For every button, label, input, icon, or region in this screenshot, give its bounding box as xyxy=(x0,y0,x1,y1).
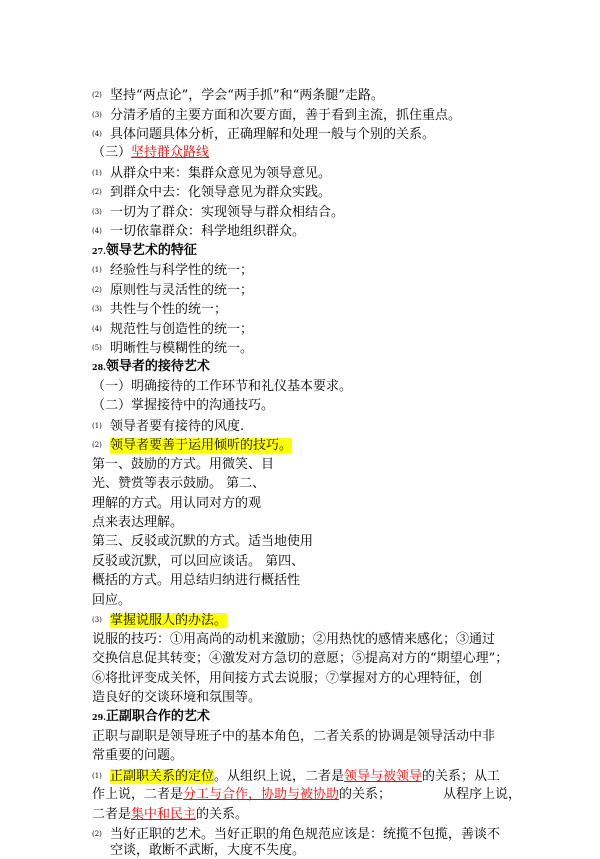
body-text: 从程序上说， xyxy=(443,787,522,802)
item-text: 一切为了群众：实现领导与群众相结合。 xyxy=(110,205,345,220)
section-number: 28. xyxy=(92,362,106,372)
item-number: (1) xyxy=(92,266,102,274)
s26-sub3-item xyxy=(92,204,344,220)
s28-sub-1: （一）明确接待的工作环节和礼仪基本要求。 xyxy=(92,379,353,394)
item-number: (3) xyxy=(92,305,102,313)
item-number: (2) xyxy=(92,188,102,196)
s27-item xyxy=(92,262,253,278)
persuasion-line: 说服的技巧：①用高尚的动机来激励；②用热忱的感情来感化；③通过 xyxy=(92,632,496,647)
listening-technique-line: 第三、反驳或沉默的方式。适当地使用 xyxy=(92,534,314,549)
sub-heading-prefix: （三） xyxy=(92,145,132,160)
s28-point-3 xyxy=(92,612,227,628)
s29-point-1-line-1 xyxy=(92,768,500,784)
persuasion-line: 造良好的交谈环境和氛围等。 xyxy=(92,690,262,705)
s28-heading xyxy=(92,359,210,375)
section-title: 领导艺术的特征 xyxy=(105,243,197,258)
body-text: 当好正职的艺术。当好正职的角色规范应该是：统揽不包揽，善谈不 xyxy=(110,827,501,842)
item-text: 到群众中去：化领导意见为群众实践。 xyxy=(110,185,332,200)
listening-technique-line: 概括的方式。用总结归纳进行概括性 xyxy=(92,573,301,588)
item-text: 共性与个性的统一； xyxy=(110,302,228,317)
section-number: 29. xyxy=(92,712,106,722)
item-number: (2) xyxy=(92,286,102,294)
highlighted-text: 掌握说服人的办法。 xyxy=(110,613,228,628)
listening-technique-line: 光、赞赏等表示鼓励。 第二、 xyxy=(92,476,266,491)
body-text: 二者是 xyxy=(92,807,132,822)
s26-item-2 xyxy=(92,87,384,103)
s26-sub-heading-3 xyxy=(92,145,209,161)
item-number: (5) xyxy=(92,344,102,352)
s29-point-2-line-2: 空谈，敢断不武断，大度不失度。 xyxy=(110,843,306,858)
s27-item xyxy=(92,282,253,298)
listening-technique-line: 点来表达理解。 xyxy=(92,515,184,530)
item-number: (2) xyxy=(92,830,102,838)
item-text: 具体问题具体分析，正确理解和处理一般与个别的关系。 xyxy=(110,127,436,142)
body-text: 作上说，二者是 xyxy=(92,787,184,802)
item-text: 领导者要有接待的风度. xyxy=(110,419,245,434)
underlined-term: 分工与合作，协助与被协助 xyxy=(183,787,340,802)
body-text: 的关系；从工 xyxy=(422,769,501,784)
item-number: (1) xyxy=(92,772,102,780)
underlined-term: 领导与被领导 xyxy=(344,769,423,784)
s29-point-1-line-2 xyxy=(92,787,521,803)
s27-item xyxy=(92,301,227,317)
listening-technique-line: 理解的方式。用认同对方的观 xyxy=(92,496,262,511)
item-number: (2) xyxy=(92,91,102,99)
s29-intro-line: 常重要的问题。 xyxy=(92,748,184,763)
section-title: 领导者的接待艺术 xyxy=(105,359,210,374)
item-text: 明晰性与模糊性的统一。 xyxy=(110,341,254,356)
s27-heading xyxy=(92,243,197,259)
s28-point-1 xyxy=(92,418,244,434)
listening-technique-line: 第一、鼓励的方式。用微笑、目 xyxy=(92,457,275,472)
listening-technique-line: 反驳或沉默，可以回应谈话。 第四、 xyxy=(92,554,305,569)
item-text: 从群众中来：集群众意见为领导意见。 xyxy=(110,166,332,181)
item-number: (1) xyxy=(92,422,102,430)
body-text: 的关系。 xyxy=(196,807,249,822)
persuasion-line: 交换信息促其转变；④激发对方急切的意愿；⑤提高对方的“期望心理”； xyxy=(92,651,509,666)
body-text: 的关系； xyxy=(339,787,392,802)
s28-sub-2: （二）掌握接待中的沟通技巧。 xyxy=(92,398,275,413)
s26-item-4 xyxy=(92,126,435,142)
s27-item xyxy=(92,340,253,356)
item-text: 经验性与科学性的统一； xyxy=(110,263,254,278)
body-text: 。从组织上说，二者是 xyxy=(214,769,345,784)
s28-point-2 xyxy=(92,437,292,453)
s27-item xyxy=(92,321,253,337)
s26-sub3-item xyxy=(92,223,305,239)
item-number: (3) xyxy=(92,111,102,119)
item-number: (3) xyxy=(92,208,102,216)
highlighted-text: 正副职关系的定位 xyxy=(110,769,215,784)
persuasion-line: ⑥将批评变成关怀，用间接方式去说服；⑦掌握对方的心理特征，创 xyxy=(92,671,483,686)
item-text: 坚持“两点论”，学会“两手抓”和“两条腿”走路。 xyxy=(110,88,384,103)
listening-technique-line: 回应。 xyxy=(92,593,132,608)
s29-heading xyxy=(92,709,210,725)
item-number: (4) xyxy=(92,227,102,235)
section-number: 27. xyxy=(92,246,106,256)
item-text: 一切依靠群众：科学地组织群众。 xyxy=(110,224,306,239)
item-number: (2) xyxy=(92,441,102,449)
sub-heading-title: 坚持群众路线 xyxy=(131,145,210,160)
highlighted-text: 领导者要善于运用倾听的技巧。 xyxy=(110,438,293,453)
underlined-term: 集中和民主 xyxy=(131,807,197,822)
s29-point-2-line-1 xyxy=(92,826,500,842)
item-number: (1) xyxy=(92,169,102,177)
item-number: (4) xyxy=(92,130,102,138)
s29-intro-line: 正职与副职是领导班子中的基本角色，二者关系的协调是领导活动中非 xyxy=(92,729,496,744)
s26-sub3-item xyxy=(92,165,331,181)
item-text: 原则性与灵活性的统一； xyxy=(110,283,254,298)
section-title: 正副职合作的艺术 xyxy=(105,709,210,724)
s26-sub3-item xyxy=(92,184,331,200)
item-number: (3) xyxy=(92,616,102,624)
item-text: 分清矛盾的主要方面和次要方面，善于看到主流，抓住重点。 xyxy=(110,108,462,123)
s26-item-3 xyxy=(92,107,461,123)
item-text: 规范性与创造性的统一； xyxy=(110,322,254,337)
item-number: (4) xyxy=(92,325,102,333)
s29-point-1-line-3 xyxy=(92,807,248,823)
